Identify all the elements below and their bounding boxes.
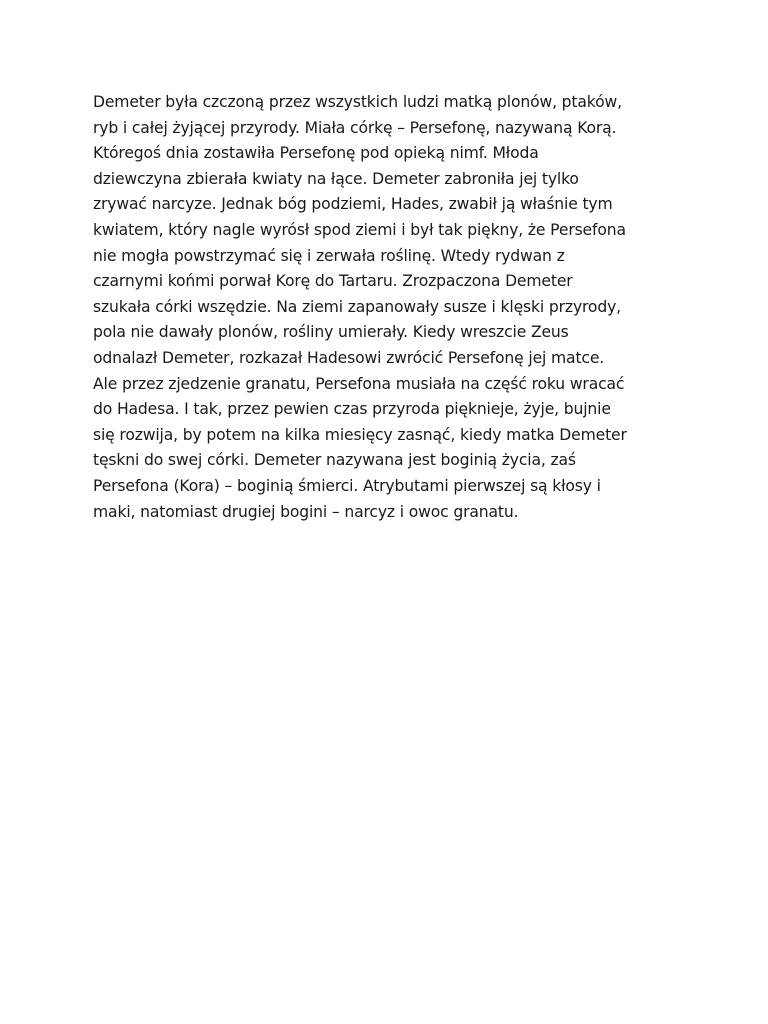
paragraph-line: kwiatem, który nagle wyrósł spod ziemi i był tak piękny, że Persefona [93,220,626,239]
paragraph-line: szukała córki wszędzie. Na ziemi zapanowały susze i klęski przyrody, [93,297,621,316]
paragraph-line: się rozwija, by potem na kilka miesięcy zasnąć, kiedy matka Demeter [93,425,627,444]
paragraph-line: czarnymi końmi porwał Korę do Tartaru. Zrozpaczona Demeter [93,272,573,291]
paragraph-line: Persefona (Kora) – boginią śmierci. Atrybutami pierwszej są kłosy i [93,476,601,495]
paragraph-line: Ale przez zjedzenie granatu, Persefona musiała na część roku wracać [93,374,625,393]
paragraph-line: ryb i całej żyjącej przyrody. Miała córkę – Persefonę, nazywaną Korą. [93,118,617,137]
body-paragraph [93,90,693,525]
paragraph-line: dziewczyna zbierała kwiaty na łące. Demeter zabroniła jej tylko [93,169,579,188]
paragraph-line: Demeter była czczoną przez wszystkich ludzi matką plonów, ptaków, [93,93,622,111]
paragraph-line: nie mogła powstrzymać się i zerwała roślinę. Wtedy rydwan z [93,246,565,265]
paragraph-line: Któregoś dnia zostawiła Persefonę pod opieką nimf. Młoda [93,144,539,163]
paragraph-line: do Hadesa. I tak, przez pewien czas przyroda pięknieje, żyje, bujnie [93,400,611,419]
paragraph-line: maki, natomiast drugiej bogini – narcyz i owoc granatu. [93,502,519,521]
paragraph-line: tęskni do swej córki. Demeter nazywana jest boginią życia, zaś [93,451,576,470]
paragraph-line: pola nie dawały plonów, rośliny umierały. Kiedy wreszcie Zeus [93,323,569,342]
paragraph-line: zrywać narcyze. Jednak bóg podziemi, Hades, zwabił ją właśnie tym [93,195,613,214]
paragraph-line: odnalazł Demeter, rozkazał Hadesowi zwrócić Persefonę jej matce. [93,348,605,367]
